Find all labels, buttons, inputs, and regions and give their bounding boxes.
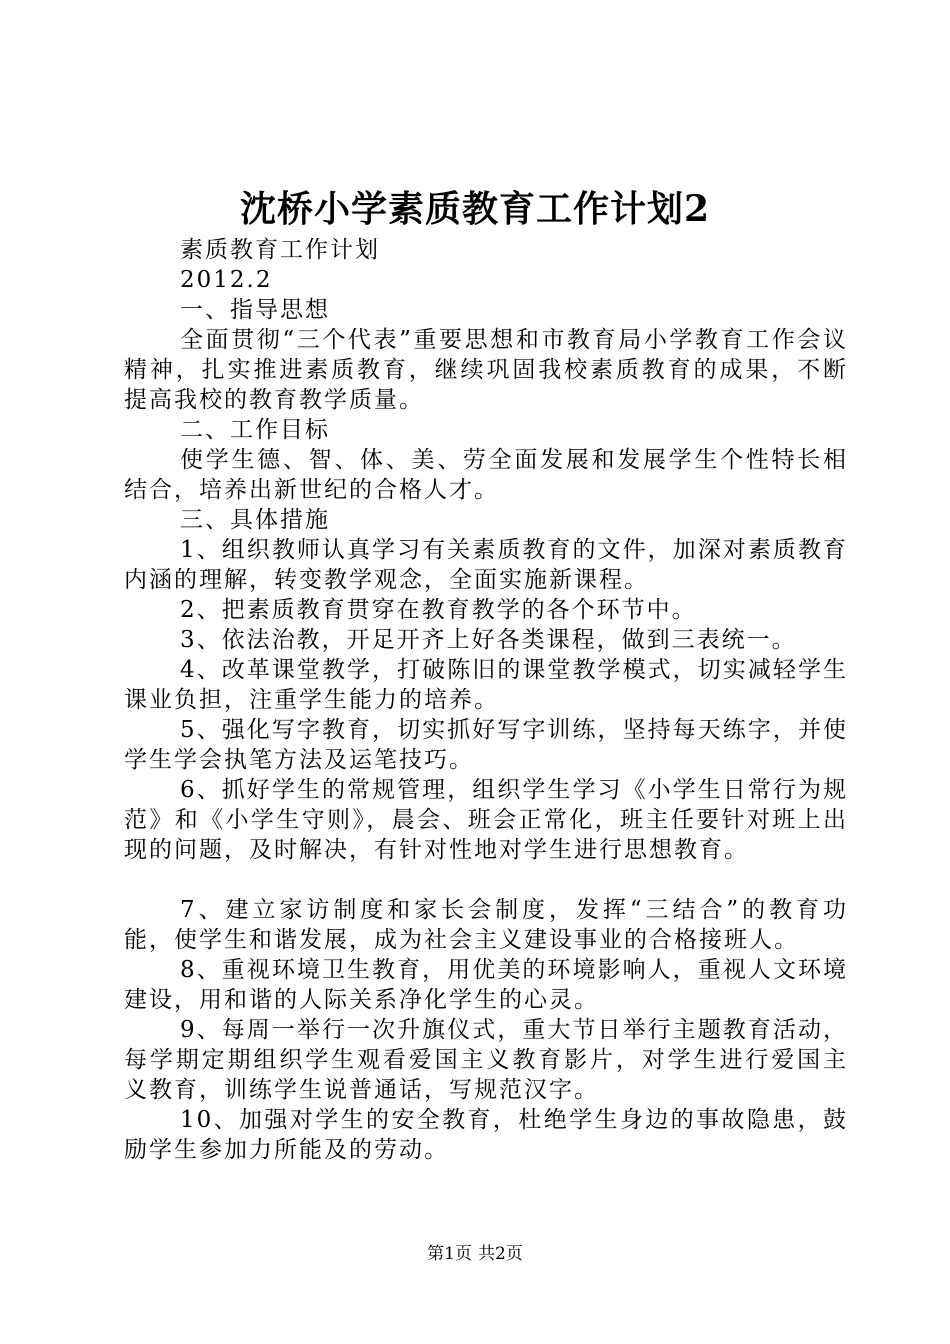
measure-item: 1、组织教师认真学习有关素质教育的文件，加深对素质教育内涵的理解，转变教学观念，全面实施新课程。 bbox=[124, 537, 848, 593]
measure-item: 9、每周一举行一次升旗仪式，重大节日举行主题教育活动，每学期定期组织学生观看爱国主义教育影片，对学生进行爱国主义教育，训练学生说普通话，写规范汉字。 bbox=[124, 1017, 848, 1103]
measure-item: 10、加强对学生的安全教育，杜绝学生身边的事故隐患，鼓励学生参加力所能及的劳动。 bbox=[124, 1107, 848, 1163]
measure-item: 6、抓好学生的常规管理，组织学生学习《小学生日常行为规范》和《小学生守则》，晨会、班会正常化，班主任要针对班上出现的问题，及时解决，有针对性地对学生进行思想教育。 bbox=[124, 777, 848, 863]
document-body bbox=[124, 235, 848, 1165]
page-number: 第1页 bbox=[427, 1244, 472, 1264]
measure-item: 4、改革课堂教学，打破陈旧的课堂教学模式，切实减轻学生课业负担，注重学生能力的培养。 bbox=[124, 657, 848, 713]
paragraph-guiding-thought: 全面贯彻“三个代表”重要思想和市教育局小学教育工作会议精神，扎实推进素质教育，继续巩固我校素质教育的成果，不断提高我校的教育教学质量。 bbox=[124, 327, 848, 413]
measure-item: 3、依法治教，开足开齐上好各类课程，做到三表统一。 bbox=[180, 627, 797, 653]
section-heading-work-goals: 二、工作目标 bbox=[180, 417, 330, 443]
page-total: 共2页 bbox=[478, 1244, 523, 1264]
document-title: 沈桥小学素质教育工作计划2 bbox=[239, 188, 711, 230]
page-footer bbox=[0, 1242, 950, 1266]
measure-item: 8、重视环境卫生教育，用优美的环境影响人，重视人文环境建设，用和谐的人际关系净化学生的心灵。 bbox=[124, 957, 848, 1013]
section-heading-measures: 三、具体措施 bbox=[180, 507, 330, 533]
section-heading-guiding-thought: 一、指导思想 bbox=[180, 297, 330, 323]
paragraph-work-goals: 使学生德、智、体、美、劳全面发展和发展学生个性特长相结合，培养出新世纪的合格人才。 bbox=[124, 447, 848, 503]
measure-item: 5、强化写字教育，切实抓好写字训练，坚持每天练字，并使学生学会执笔方法及运笔技巧。 bbox=[124, 717, 848, 773]
measure-item: 7、建立家访制度和家长会制度，发挥“三结合”的教育功能，使学生和谐发展，成为社会主义建设事业的合格接班人。 bbox=[124, 897, 848, 953]
measure-item: 2、把素质教育贯穿在教育教学的各个环节中。 bbox=[180, 597, 697, 623]
subtitle-line: 素质教育工作计划 bbox=[180, 237, 380, 263]
date-line: 2012.2 bbox=[180, 267, 273, 293]
